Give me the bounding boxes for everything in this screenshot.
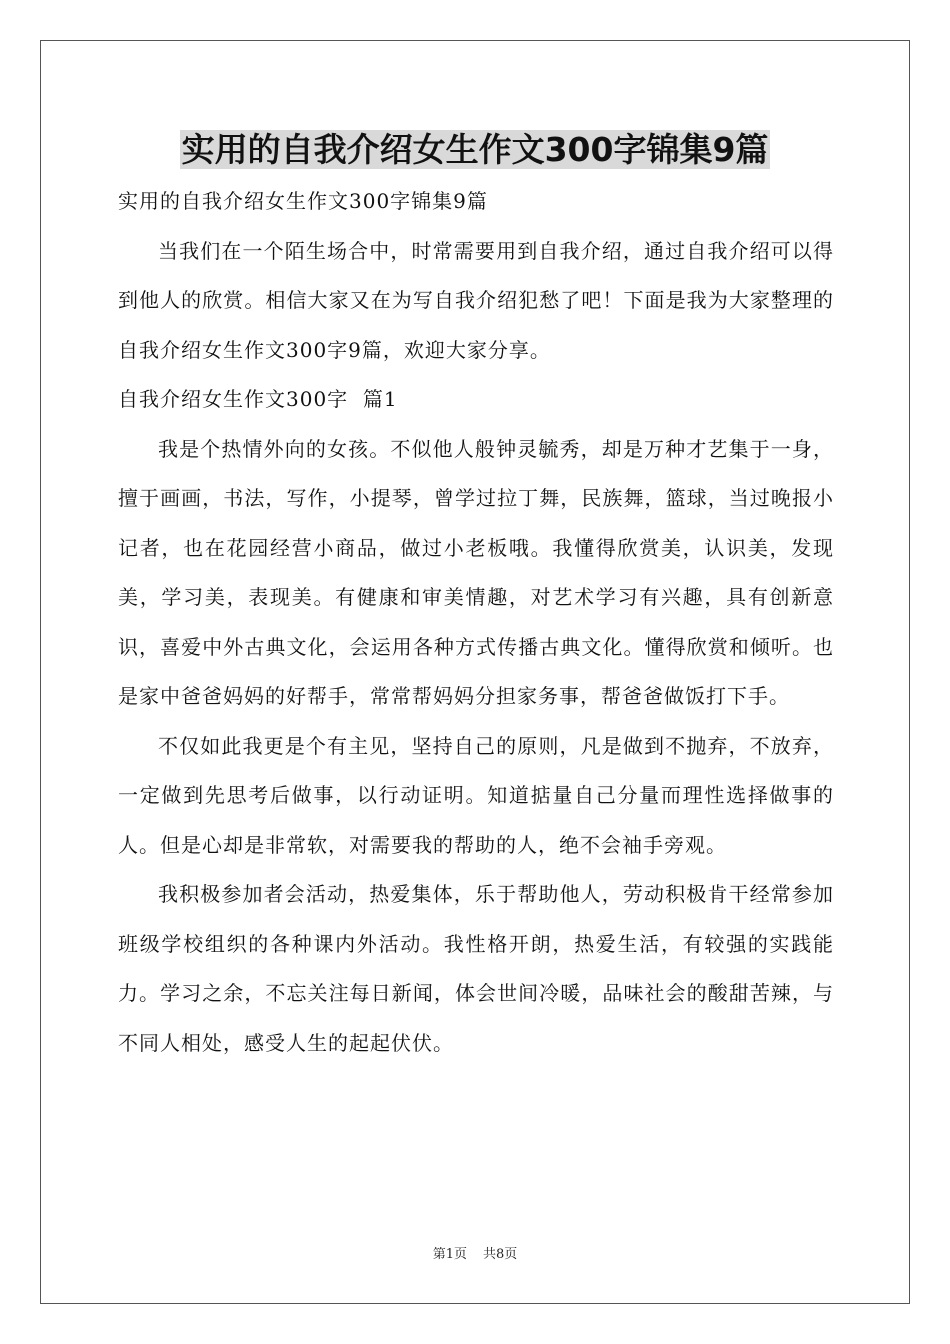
body-paragraph-1: 我是个热情外向的女孩。不似他人般钟灵毓秀，却是万种才艺集于一身，擅于画画，书法，写作，小提琴，曾学过拉丁舞，民族舞，篮球，当过晚报小记者，也在花园经营小商品，做过小老板哦。我懂得欣赏美，认识美，发现美，学习美，表现美。有健康和审美情趣，对艺术学习有兴趣，具有创新意识，喜爱中外古典文化，会运用各种方式传播古典文化。懂得欣赏和倾听。也是家中爸爸妈妈的好帮手，常常帮妈妈分担家务事，帮爸爸做饭打下手。 xyxy=(118,436,834,708)
document-body xyxy=(118,177,834,1068)
document-subtitle: 实用的自我介绍女生作文300字锦集9篇 xyxy=(118,189,488,213)
page-footer xyxy=(0,1243,950,1262)
intro-paragraph: 当我们在一个陌生场合中，时常需要用到自我介绍，通过自我介绍可以得到他人的欣赏。相信大家又在为写自我介绍犯愁了吧！下面是我为大家整理的自我介绍女生作文300字9篇，欢迎大家分享。 xyxy=(118,238,834,362)
body-paragraph-2: 不仅如此我更是个有主见，坚持自己的原则，凡是做到不抛弃，不放弃，一定做到先思考后做事，以行动证明。知道掂量自己分量而理性选择做事的人。但是心却是非常软，对需要我的帮助的人，绝不会袖手旁观。 xyxy=(118,733,834,857)
page-number-total: 共8页 xyxy=(483,1247,518,1262)
page-number-current: 第1页 xyxy=(432,1247,467,1262)
document-title xyxy=(0,126,950,174)
body-paragraph-3: 我积极参加者会活动，热爱集体，乐于帮助他人，劳动积极肯干经常参加班级学校组织的各种课内外活动。我性格开朗，热爱生活，有较强的实践能力。学习之余，不忘关注每日新闻，体会世间冷暖，品味社会的酸甜苦辣，与不同人相处，感受人生的起起伏伏。 xyxy=(118,882,834,1055)
document-title-text: 实用的自我介绍女生作文300字锦集9篇 xyxy=(181,130,769,169)
section-heading: 自我介绍女生作文300字 篇1 xyxy=(118,387,398,411)
